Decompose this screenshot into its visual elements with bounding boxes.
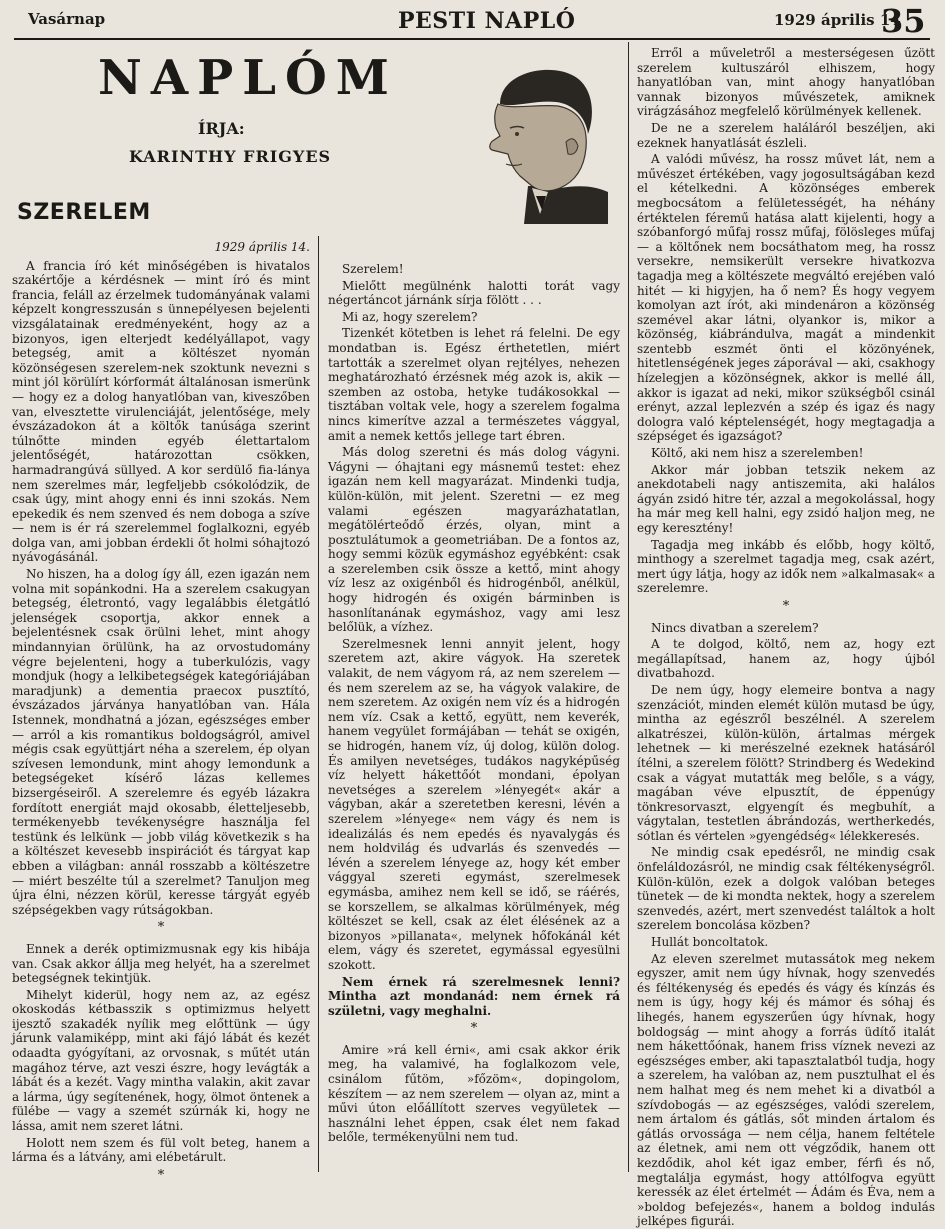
article-column-3: [637, 46, 935, 1229]
paragraph: Tagadja meg inkább és előbb, hogy költő, minthogy a szerelmet tagadja meg, csak azért, mert úgy látja, hogy az idők nem »alkalmasak« a szerelemre.: [637, 537, 935, 596]
header-date: 1929 április 14: [774, 11, 901, 29]
author-portrait: [470, 64, 608, 224]
paragraph: Mi az, hogy szerelem?: [342, 309, 478, 324]
header-day: Vasárnap: [28, 10, 106, 28]
paragraph: Szerelmesnek lenni annyit jelent, hogy szeretem azt, akire vágyok. Ha szeretek valakit, de nem vágyom rá, az nem szerelem — és nem szerelem az se, ha vágyok valakire, de nem szeretem. Az oxigén nem víz és a hidrogén nem víz. Csak a kettő, együtt, nem keverék, hanem vegyület formájában — tehát se oxigén, se hidrogén, hanem víz, új dolog, külön dolog. És amilyen nevetséges, tudákos nagyképűség víz helyett hákettőót mondani, épolyan nevetséges a szerelem »lényegét« akár a vágyban, akár a szeretetben keresni, lévén a szerelem »lényege« nem vágy és nem is idealizálás és nem epedés és nyavalygás és nem holdvilág és udvarlás és szenvedés — lévén a szerelem lényege az, hogy két ember vággyal szereti egymást, szerelmesek egymásba, amihez nem kell se idő, se ráérés, se korszellem, se alkalmas körülmények, még költészet se kell, csak az élet élésének az a bizonyos »pillanata«, melynek hőfokánál két elem, vágy és szeretet, egymással egyesülni szokott.: [328, 636, 620, 972]
paragraph: A valódi művész, ha rossz művet lát, nem a művészet értékében, vagy jogosultságában kezd el kételkedni. A közönséges emberek megbocsátom a felületességét, ha néhány értéktelen féremű hatása alatt kijelenti, hogy a szóbanforgó műfaj rossz műfaj, fölösleges műfaj — a költőnek nem bocsáthatom meg, ha rossz versekre, nemsikerült versekre hivatkozva tagadja meg a költészete megváltó erejében való hitét — ki higyjen, ha ő nem? És hogy vegyem komolyan azt írót, aki mindenáron a közönség szemével akar látni, olyankor is, mikor a közönség, kiábrándulva, magát a mindenkit szentebb eszmét önti el közönyének, hitetlenségének jeges záporával — aki, csakhogy hízelegjen a közönségnek, akkor is mellé áll, akkor is igazat ad neki, mikor szükségből csinál erényt, azzal leplezvén a szép és igaz és nagy dologra való képtelenségét, hogy megtagadja a szépséget és igazságot?: [637, 152, 935, 444]
paragraph: Akkor már jobban tetszik nekem az anekdotabeli nagy antiszemita, aki halálos ágyán zsidó hitre tér, azzal a megokolással, hogy ha már meg kell halni, egy zsidó haljon meg, ne egy keresztény!: [637, 462, 935, 535]
paragraph: Amire »rá kell érni«, ami csak akkor érik meg, ha valamivé, ha foglalkozom vele, csinálom fűtöm, »főzöm«, dopingolom, készítem — az nem szerelem — olyan az, mint a művi úton előállított szerves vegyületek — használni lehet éppen, csak élet nem fakad belőle, termékenyülni nem tud.: [328, 1042, 620, 1145]
paragraph: Költő, aki nem hisz a szerelemben!: [651, 446, 864, 461]
paragraph: Nem érnek rá szerelmesnek lenni? Mintha azt mondanád: nem érnek rá születni, vagy meghalni.: [328, 974, 620, 1018]
paragraph: Erről a műveletről a mesterségesen űzött szerelem kultuszáról elhiszem, hogy hanyatlóban van, mint ahogy hanyatlóban vannak bizonyos művészetek, amiknek virágzásához megfelelő körülmények kellenek.: [637, 46, 935, 119]
paragraph: Tizenkét kötetben is lehet rá felelni. De egy mondatban is. Egész érthetetlen, miért tartották a szerelmet olyan rejtélyes, nehezen meghatározható érzésnek még azok is, akik — szemben az ostoba, hetyke tudákosokkal — tisztában voltak vele, hogy a szerelem fogalma nincs kimerítve azzal a természetes vággyal, amit a nemek kettős jellege tart ébren.: [328, 326, 620, 443]
paragraph: Ennek a derék optimizmusnak egy kis hibája van. Csak akkor állja meg helyét, ha a szerelmet betegségnek tekintjük.: [12, 941, 310, 986]
paragraph: Hullát boncoltatok.: [651, 935, 769, 950]
section-separator: *: [157, 1167, 165, 1183]
paragraph: Ne mindig csak epedésről, ne mindig csak önfeláldozásról, ne mindig csak féltékenységről. Külön-külön, ezek a dolgok valóban beteges tünetek — de ki mondta nektek, hogy a szerelem szenvedés, azért, mert szenvedést találtok a holt szerelem boncolása közben?: [637, 845, 935, 933]
paragraph: Mihelyt kiderül, hogy nem az, az egész okoskodás kétbasszik s optimizmus helyett ijesztő szakadék nyílik meg előttünk — úgy járunk valamiképp, mint aki fájó lábát és kezét odaadta gyógyítani, az orvosnak, s műtét után magához térve, azt veszi észre, hogy levágták a lábát és a kezét. Vagy mintha valakin, akit zavar a lárma, úgy segítenének, hogy, ölmot öntenek a fülébe — vagy a szemét szúrnák ki, hogy ne lássa, amit nem szeret látni.: [12, 987, 310, 1134]
article-dateline: 1929 április 14.: [214, 240, 310, 254]
header-rule: [14, 38, 930, 40]
section-separator: *: [157, 920, 165, 936]
paragraph: Mielőtt megülnénk halotti torát vagy négertáncot járnánk sírja fölött . . .: [328, 278, 620, 308]
section-separator: *: [470, 1021, 478, 1037]
page-header: [28, 2, 926, 40]
article-column-1: [12, 240, 310, 1183]
section-title: SZERELEM: [17, 200, 151, 225]
section-separator: *: [782, 598, 790, 614]
paragraph: A francia író két minőségében is hivatalos szakértője a kérdésnek — mint író és mint francia, feláll az érzelmek tudományának valami képzelt kongresszusán s ünnepélyesen bejelenti vizsgálatainak eredményeként, hogy az a bizonyos, igen elterjedt kedélyállapot, vagy betegség, amit a költészet nyomán közönségesen szerelem-nek szoktunk nevezni s mint jól körülírt kórformát általánosan ismerünk — hogy ez a dolog hanyatlóban van, kiveszőben van, elvesztette virulenciáját, jelentősége, mely évszázadokon át a költők tanúsága szerint túlnőtte minden egyéb élettartalom jelentőségét, határozottan csökken, harmadrangúvá süllyed. A kor serdülő fia-lánya nem szerelmes már, legfeljebb csókolódzik, de csak úgy, mint ahogy enni és inni szokás. Nem epekedik és nem szenved és nem doboga a szíve — nem is ér rá szerelemmel foglalkozni, egyéb dolga van, ami jobban érdekli őt holmi sóhajtozó nyávogásánál.: [12, 258, 310, 565]
article-column-2: [328, 262, 620, 1168]
column-divider: [628, 42, 629, 1172]
paragraph: De ne a szerelem haláláról beszéljen, aki ezeknek hanyatlását észleli.: [637, 120, 935, 150]
paragraph: Szerelem!: [342, 262, 404, 276]
byline: ÍRJA:: [198, 119, 245, 138]
feature-title: NAPLÓM: [98, 50, 398, 106]
paragraph: A te dolgod, költő, nem az, hogy ezt megállapítsad, hanem az, hogy újból divatbahozd.: [637, 637, 935, 681]
paragraph: De nem úgy, hogy elemeire bontva a nagy szenzációt, minden elemét külön mutasd be úgy, mintha az egészről beszélnél. A szerelem alkatrészei, külön-külön, ártalmas mérgek lehetnek — ki merészelné ezeknek hatásáról ítélni, a szerelem fölött? Strindberg és Wedekind csak a vágyat mutatták meg belőle, s a vágy, magában véve elpusztít, de éppenúgy tönkresorvaszt, elgyengít és megbuhít, a vágytalan, testetlen ábrándozás, wertherkedés, sótlan és vértelen »gyengédség« lélekkeresés.: [637, 682, 935, 843]
page-number: 35: [881, 2, 926, 40]
paragraph: Más dolog szeretni és más dolog vágyni. Vágyni — óhajtani egy másnemű testet: ehez igazán nem kell magyarázat. Mindenki tudja, külön-külön, mit jelent. Szeretni — ez meg valami egészen magyarázhatatlan, megátölérteődő érzés, olyan, mint a posztulátumok a geometriában. De a fontos az, hogy semmi közük egymáshoz egyébként: csak a szerelemben csik össze a kettő, mint ahogy víz lesz az oxigénből és hidrogénből, anélkül, hogy hidrogén és oxigén bárminben is hasonlítanának egymáshoz, vagy ami lesz belőlük, a vízhez.: [328, 445, 620, 635]
paragraph: No hiszen, ha a dolog így áll, ezen igazán nem volna mit sopánkodni. Ha a szerelem csakugyan betegség, életrontó, vagy legalábbis életgátló jelenségek csoportja, akkor ennek a bejelentésnek csak örülni lehet, mint ahogy mindannyian örülünk, ha az orvostudomány végre bejelenteni, hogy a tuberkulózis, vagy mondjuk (hogy a lelkibetegségek kategóriájában maradjunk) a dementia praecox pusztító, évszázados járványa hanyatlóban van. Hála Istennek, mondhatná a józan, egészséges ember — arról a kis romantikus boldogságról, amivel mégis csak együttjárt néha a szerelem, ép olyan szívesen lemondunk, mint ahogy lemondunk a betegségeket kísérő lázas kellemes bizsergéseiről. A szerelemre és egyéb lázakra fordított energiát majd okosabb, életteljesebb, termékenyebb tevékenységre használja fel testünk és lelkünk — jobb világ következik s ha a költészet kevesebb inspirációt és tárgyat kap ebben a világban: annál rosszabb a költészetre — miért beszélte túl a szerelmet? Tanuljon meg újra élni, nézzen körül, keresse tárgyát egyéb szépségekben vagy rútságokban.: [12, 567, 310, 917]
masthead: PESTI NAPLÓ: [398, 8, 576, 34]
paragraph: Holott nem szem és fül volt beteg, hanem a lárma és a látvány, ami elébetárult.: [12, 1135, 310, 1165]
author-name: KARINTHY FRIGYES: [129, 147, 332, 166]
paragraph: Az eleven szerelmet mutassátok meg nekem egyszer, amit nem úgy hívnak, hogy szenvedés és féltékenység és epedés és vágy és kínzás és nem is úgy, hogy kéj és mámor és sóhaj és lihegés, hanem egyszerűen úgy hívnak, hogy boldogság — mint ahogy a forrás üdítő italát nem hákettőónak, hanem friss víznek nevezi az egészséges ember, aki tapasztalatból tudja, hogy a szerelem, ha valóban az, nem pusztulhat el és nem halhat meg és nem mehet ki a divatból a szívdobogás — az egészséges, valódi szerelem, nem ártalom és gátlás, sőt minden ártalom és gátlás orvossága — nem célja, hanem feltétele az életnek, ami nem ott végződik, hanem ott kezdődik, ahol két igaz ember, férfi és nő, megtalálja egymást, hogy attólfogva együtt keressék az élet értelmét — Ádám és Éva, nem a »boldog befejezés«, hanem a boldog indulás jelképes figurái.: [637, 951, 935, 1229]
paragraph: Nincs divatban a szerelem?: [651, 620, 819, 635]
column-divider: [318, 236, 319, 1172]
